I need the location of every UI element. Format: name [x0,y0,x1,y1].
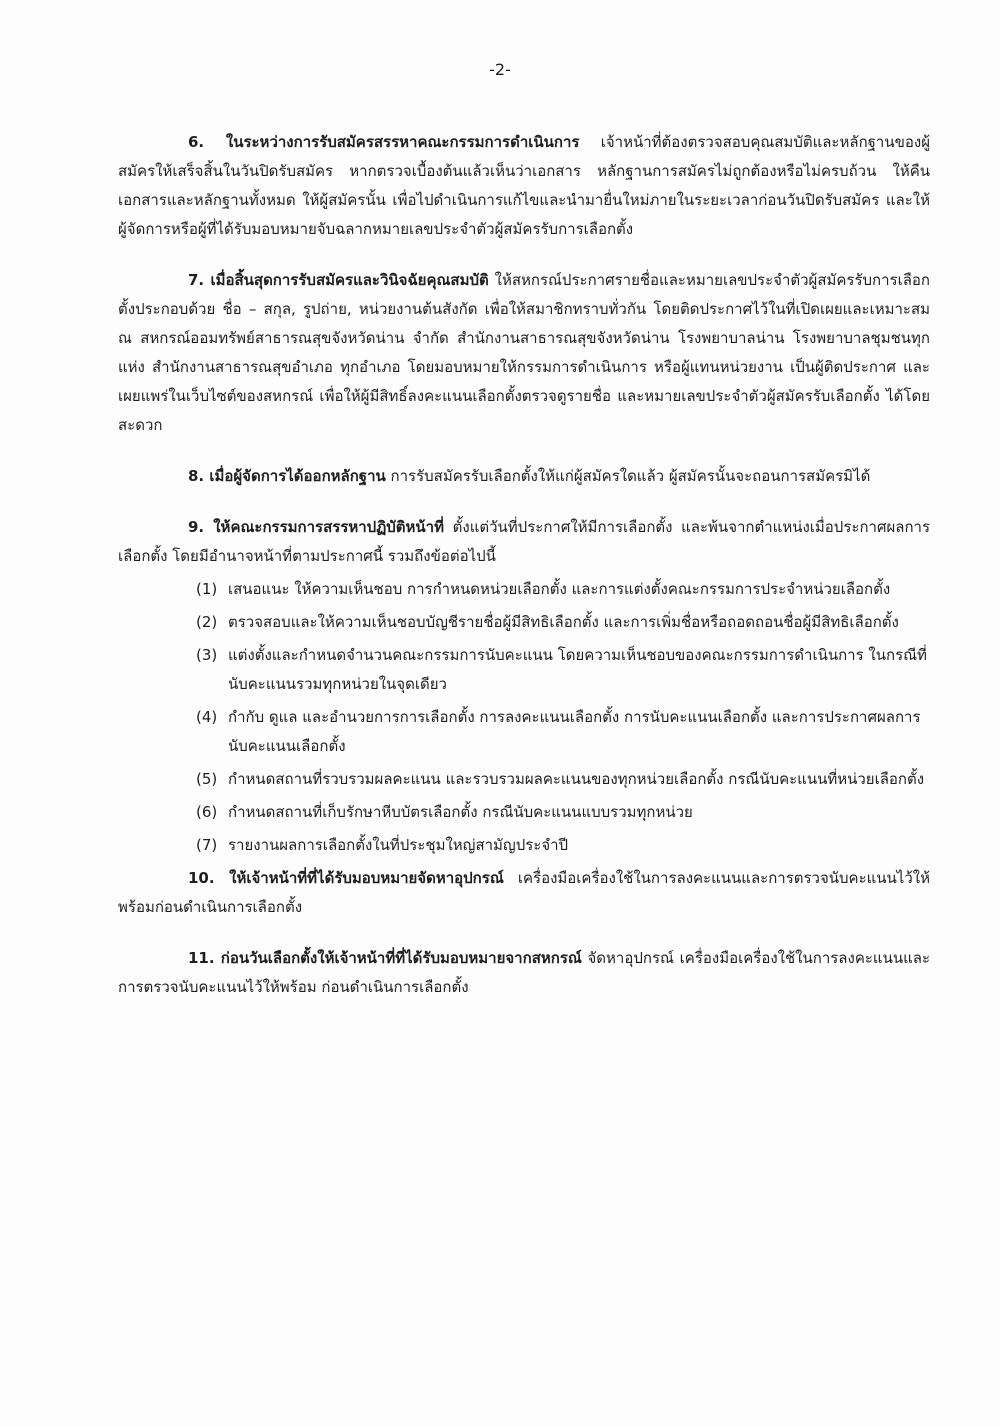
paragraph-6-text: เจ้าหน้าที่ต้องตรวจสอบคุณสมบัติและหลักฐานของผู้สมัครให้เสร็จสิ้นในวันปิดรับสมัคร หากตรวจเบื้องต้นแล้วเห็นว่าเอกสาร หลักฐานการสมัครไม่ถูกต้องหรือไม่ครบถ้วน ให้คืนเอกสารและหลักฐานทั้งหมด ให้ผู้สมัครนั้น เพื่อไปดำเนินการแก้ไขและนำมายื่นใหม่ภายในระยะเวลาก่อนวันปิดรับสมัคร และให้ผู้จัดการหรือผู้ที่ได้รับมอบหมายจับฉลากหมายเลขประจำตัวผู้สมัครรับการเลือกตั้ง [118,133,930,238]
paragraph-8-text: การรับสมัครรับเลือกตั้งให้แก่ผู้สมัครใดแล้ว ผู้สมัครนั้นจะถอนการสมัครมิได้ [385,467,871,485]
list-item [118,641,930,699]
paragraph-11-text: จัดหาอุปกรณ์ เครื่องมือเครื่องใช้ในการลงคะแนนและการตรวจนับคะแนนไว้ให้พร้อม ก่อนดำเนินการเลือกตั้ง [118,949,930,996]
list-item-text: กำหนดสถานที่เก็บรักษาหีบบัตรเลือกตั้ง กรณีนับคะแนนแบบรวมทุกหน่วย [228,803,693,821]
paragraph-11-heading: 11. ก่อนวันเลือกตั้งให้เจ้าหน้าที่ที่ได้รับมอบหมายจากสหกรณ์ [188,949,582,967]
list-item-text: ตรวจสอบและให้ความเห็นชอบบัญชีรายชื่อผู้มีสิทธิเลือกตั้ง และการเพิ่มชื่อหรือถอดถอนชื่อผู้มีสิทธิเลือกตั้ง [228,613,899,631]
paragraph-7-text: ให้สหกรณ์ประกาศรายชื่อและหมายเลขประจำตัวผู้สมัครรับการเลือกตั้งประกอบด้วย ชื่อ – สกุล, รูปถ่าย, หน่วยงานต้นสังกัด เพื่อให้สมาชิกทราบทั่วกัน โดยติดประกาศไว้ในที่เปิดเผยและเหมาะสม ณ สหกรณ์ออมทรัพย์สาธารณสุขจังหวัดน่าน จำกัด สำนักงานสาธารณสุขจังหวัดน่าน โรงพยาบาลน่าน โรงพยาบาลชุมชนทุกแห่ง สำนักงานสาธารณสุขอำเภอ ทุกอำเภอ โดยมอบหมายให้กรรมการดำเนินการ หรือผู้แทนหน่วยงาน เป็นผู้ติดประกาศ และเผยแพร่ในเว็บไซต์ของสหกรณ์ เพื่อให้ผู้มีสิทธิ์ลงคะแนนเลือกตั้งตรวจดูรายชื่อ และหมายเลขประจำตัวผู้สมัครรับเลือกตั้ง ได้โดยสะดวก [118,271,931,434]
paragraph-11 [118,944,930,1002]
list-item-text: กำกับ ดูแล และอำนวยการการเลือกตั้ง การลงคะแนนเลือกตั้ง การนับคะแนนเลือกตั้ง และการประกาศผลการนับคะแนนเลือกตั้ง [228,708,921,755]
list-item [118,831,930,860]
list-item-number: (4) [196,708,218,726]
paragraph-10 [118,864,930,922]
paragraph-8-heading: 8. เมื่อผู้จัดการได้ออกหลักฐาน [188,467,386,485]
list-item-text: เสนอแนะ ให้ความเห็นชอบ การกำหนดหน่วยเลือกตั้ง และการแต่งตั้งคณะกรรมการประจำหน่วยเลือกตั้ง [228,580,891,598]
paragraph-10-heading: 10. ให้เจ้าหน้าที่ที่ได้รับมอบหมายจัดหาอุปกรณ์ [188,869,504,887]
document-body [118,128,930,1024]
list-item-text: แต่งตั้งและกำหนดจำนวนคณะกรรมการนับคะแนน โดยความเห็นชอบของคณะกรรมการดำเนินการ ในกรณีที่นับคะแนนรวมทุกหน่วยในจุดเดียว [228,646,927,693]
list-item [118,608,930,637]
paragraph-9 [118,513,930,571]
list-item-number: (6) [196,803,218,821]
list-item-text: กำหนดสถานที่รวบรวมผลคะแนน และรวบรวมผลคะแนนของทุกหน่วยเลือกตั้ง กรณีนับคะแนนที่หน่วยเลือกตั้ง [228,770,925,788]
paragraph-9-text: ตั้งแต่วันที่ประกาศให้มีการเลือกตั้ง และพ้นจากตำแหน่งเมื่อประกาศผลการเลือกตั้ง โดยมีอำนาจหน้าที่ตามประกาศนี้ รวมถึงข้อต่อไปนี้ [118,518,931,565]
list-item-number: (3) [196,646,218,664]
list-item-number: (1) [196,580,218,598]
list-item-number: (5) [196,770,218,788]
paragraph-6 [118,128,930,244]
list-item-number: (7) [196,836,218,854]
paragraph-7 [118,266,930,440]
paragraph-9-heading: 9. ให้คณะกรรมการสรรหาปฏิบัติหน้าที่ [188,518,444,536]
paragraph-10-text: เครื่องมือเครื่องใช้ในการลงคะแนนและการตรวจนับคะแนนไว้ให้พร้อมก่อนดำเนินการเลือกตั้ง [118,869,930,916]
duties-list [118,575,930,860]
list-item-number: (2) [196,613,218,631]
paragraph-6-heading: 6. ในระหว่างการรับสมัครสรรหาคณะกรรมการดำเนินการ [188,133,580,151]
list-item-text: รายงานผลการเลือกตั้งในที่ประชุมใหญ่สามัญประจำปี [228,836,569,854]
list-item [118,703,930,761]
page-number: -2- [489,60,511,79]
list-item [118,798,930,827]
paragraph-7-heading: 7. เมื่อสิ้นสุดการรับสมัครและวินิจฉัยคุณสมบัติ [188,271,489,289]
paragraph-8 [118,462,930,491]
list-item [118,765,930,794]
list-item [118,575,930,604]
